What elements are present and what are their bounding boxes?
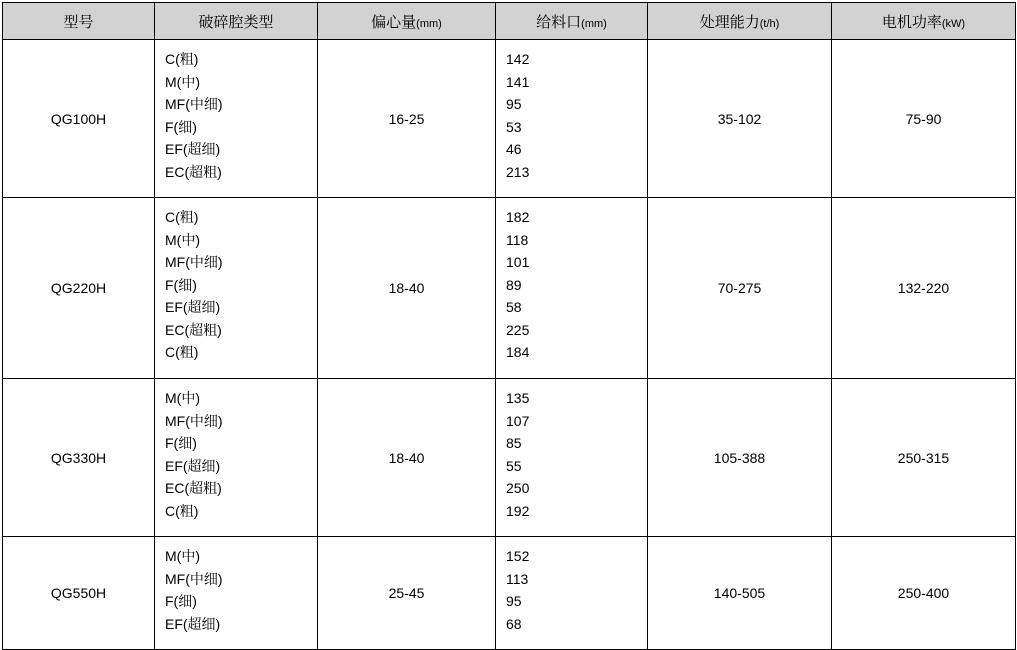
feed-opening-item: 68 [506,615,522,632]
header-model-label: 型号 [63,13,94,31]
chamber-type-item: EF(超细) [165,457,221,474]
chamber-type-item: M(中) [165,548,200,564]
chamber-type-item: C(粗) [165,344,199,360]
feed-opening-item: 101 [506,254,530,270]
cell-chamber-type [155,198,318,379]
header-capacity-unit: (t/h) [759,17,780,30]
cell-model: QG330H [3,379,155,537]
feed-opening-item: 182 [506,209,530,225]
header-motor-power-label: 电机功率 [881,13,942,31]
chamber-type-item: MF(中细) [165,254,223,270]
header-eccentricity-unit: (mm) [416,17,442,30]
feed-opening-item: 118 [506,231,529,248]
cell-model: QG100H [3,40,155,198]
table-row [3,40,1016,198]
feed-opening-item: 46 [506,141,522,157]
header-motor-power [832,3,1016,40]
feed-opening-item: 250 [506,480,530,496]
header-eccentricity [318,3,496,40]
header-motor-power-unit: (kW) [941,17,966,30]
chamber-type-item: EF(超细) [165,141,221,157]
header-eccentricity-label: 偏心量 [371,13,417,31]
feed-opening-item: 184 [506,344,530,360]
feed-opening-item: 225 [506,321,530,338]
header-capacity [648,3,832,40]
chamber-type-item: MF(中细) [165,412,223,429]
cell-capacity: 105-388 [648,379,832,537]
cell-motor-power: 250-315 [832,379,1016,537]
feed-opening-item: 55 [506,457,522,474]
feed-opening-item: 89 [506,276,522,293]
feed-opening-item: 53 [506,118,522,135]
chamber-type-item: F(细) [165,435,197,451]
cell-chamber-type [155,379,318,537]
cell-motor-power: 132-220 [832,198,1016,379]
feed-opening-item: 85 [506,435,522,451]
header-chamber-type-label: 破碎腔类型 [198,13,274,31]
header-chamber-type [155,3,318,40]
chamber-type-item: EC(超粗) [165,163,222,180]
chamber-type-item: M(中) [165,231,200,248]
chamber-type-item: F(细) [165,593,197,609]
cell-eccentricity: 18-40 [318,198,496,379]
chamber-type-item: MF(中细) [165,570,223,587]
chamber-type-item: C(粗) [165,51,199,67]
cell-feed-opening [496,379,648,537]
chamber-type-item: EC(超粗) [165,321,222,338]
header-feed-opening-unit: (mm) [581,17,607,30]
chamber-type-item: EF(超细) [165,299,221,315]
feed-opening-item: 95 [506,96,522,112]
cell-capacity: 140-505 [648,537,832,650]
cell-feed-opening [496,198,648,379]
header-model [3,3,155,40]
specification-table [2,2,1016,650]
header-capacity-label: 处理能力 [699,13,760,31]
header-feed-opening [496,3,648,40]
cell-motor-power: 75-90 [832,40,1016,198]
chamber-type-item: F(细) [165,118,197,135]
cell-eccentricity: 18-40 [318,379,496,537]
feed-opening-item: 192 [506,502,530,519]
chamber-type-item: M(中) [165,390,200,406]
header-feed-opening-label: 给料口 [536,13,582,31]
feed-opening-item: 142 [506,51,530,67]
feed-opening-item: 213 [506,163,530,180]
feed-opening-item: 135 [506,390,530,406]
chamber-type-item: C(粗) [165,502,199,519]
cell-feed-opening [496,537,648,650]
cell-motor-power: 250-400 [832,537,1016,650]
cell-chamber-type [155,537,318,650]
cell-capacity: 35-102 [648,40,832,198]
table-header-row [3,3,1016,40]
cell-chamber-type [155,40,318,198]
chamber-type-item: C(粗) [165,209,199,225]
cell-feed-opening [496,40,648,198]
chamber-type-item: MF(中细) [165,96,223,112]
feed-opening-item: 152 [506,548,530,564]
chamber-type-item: EC(超粗) [165,480,222,496]
feed-opening-item: 58 [506,299,522,315]
cell-model: QG220H [3,198,155,379]
chamber-type-item: M(中) [165,73,200,90]
feed-opening-item: 95 [506,593,522,609]
feed-opening-item: 113 [506,570,529,587]
cell-capacity: 70-275 [648,198,832,379]
table-row [3,537,1016,650]
table-row [3,379,1016,537]
feed-opening-item: 141 [506,73,530,90]
chamber-type-item: EF(超细) [165,615,221,632]
cell-eccentricity: 16-25 [318,40,496,198]
cell-model: QG550H [3,537,155,650]
table-row [3,198,1016,379]
cell-eccentricity: 25-45 [318,537,496,650]
feed-opening-item: 107 [506,412,530,429]
chamber-type-item: F(细) [165,276,197,293]
